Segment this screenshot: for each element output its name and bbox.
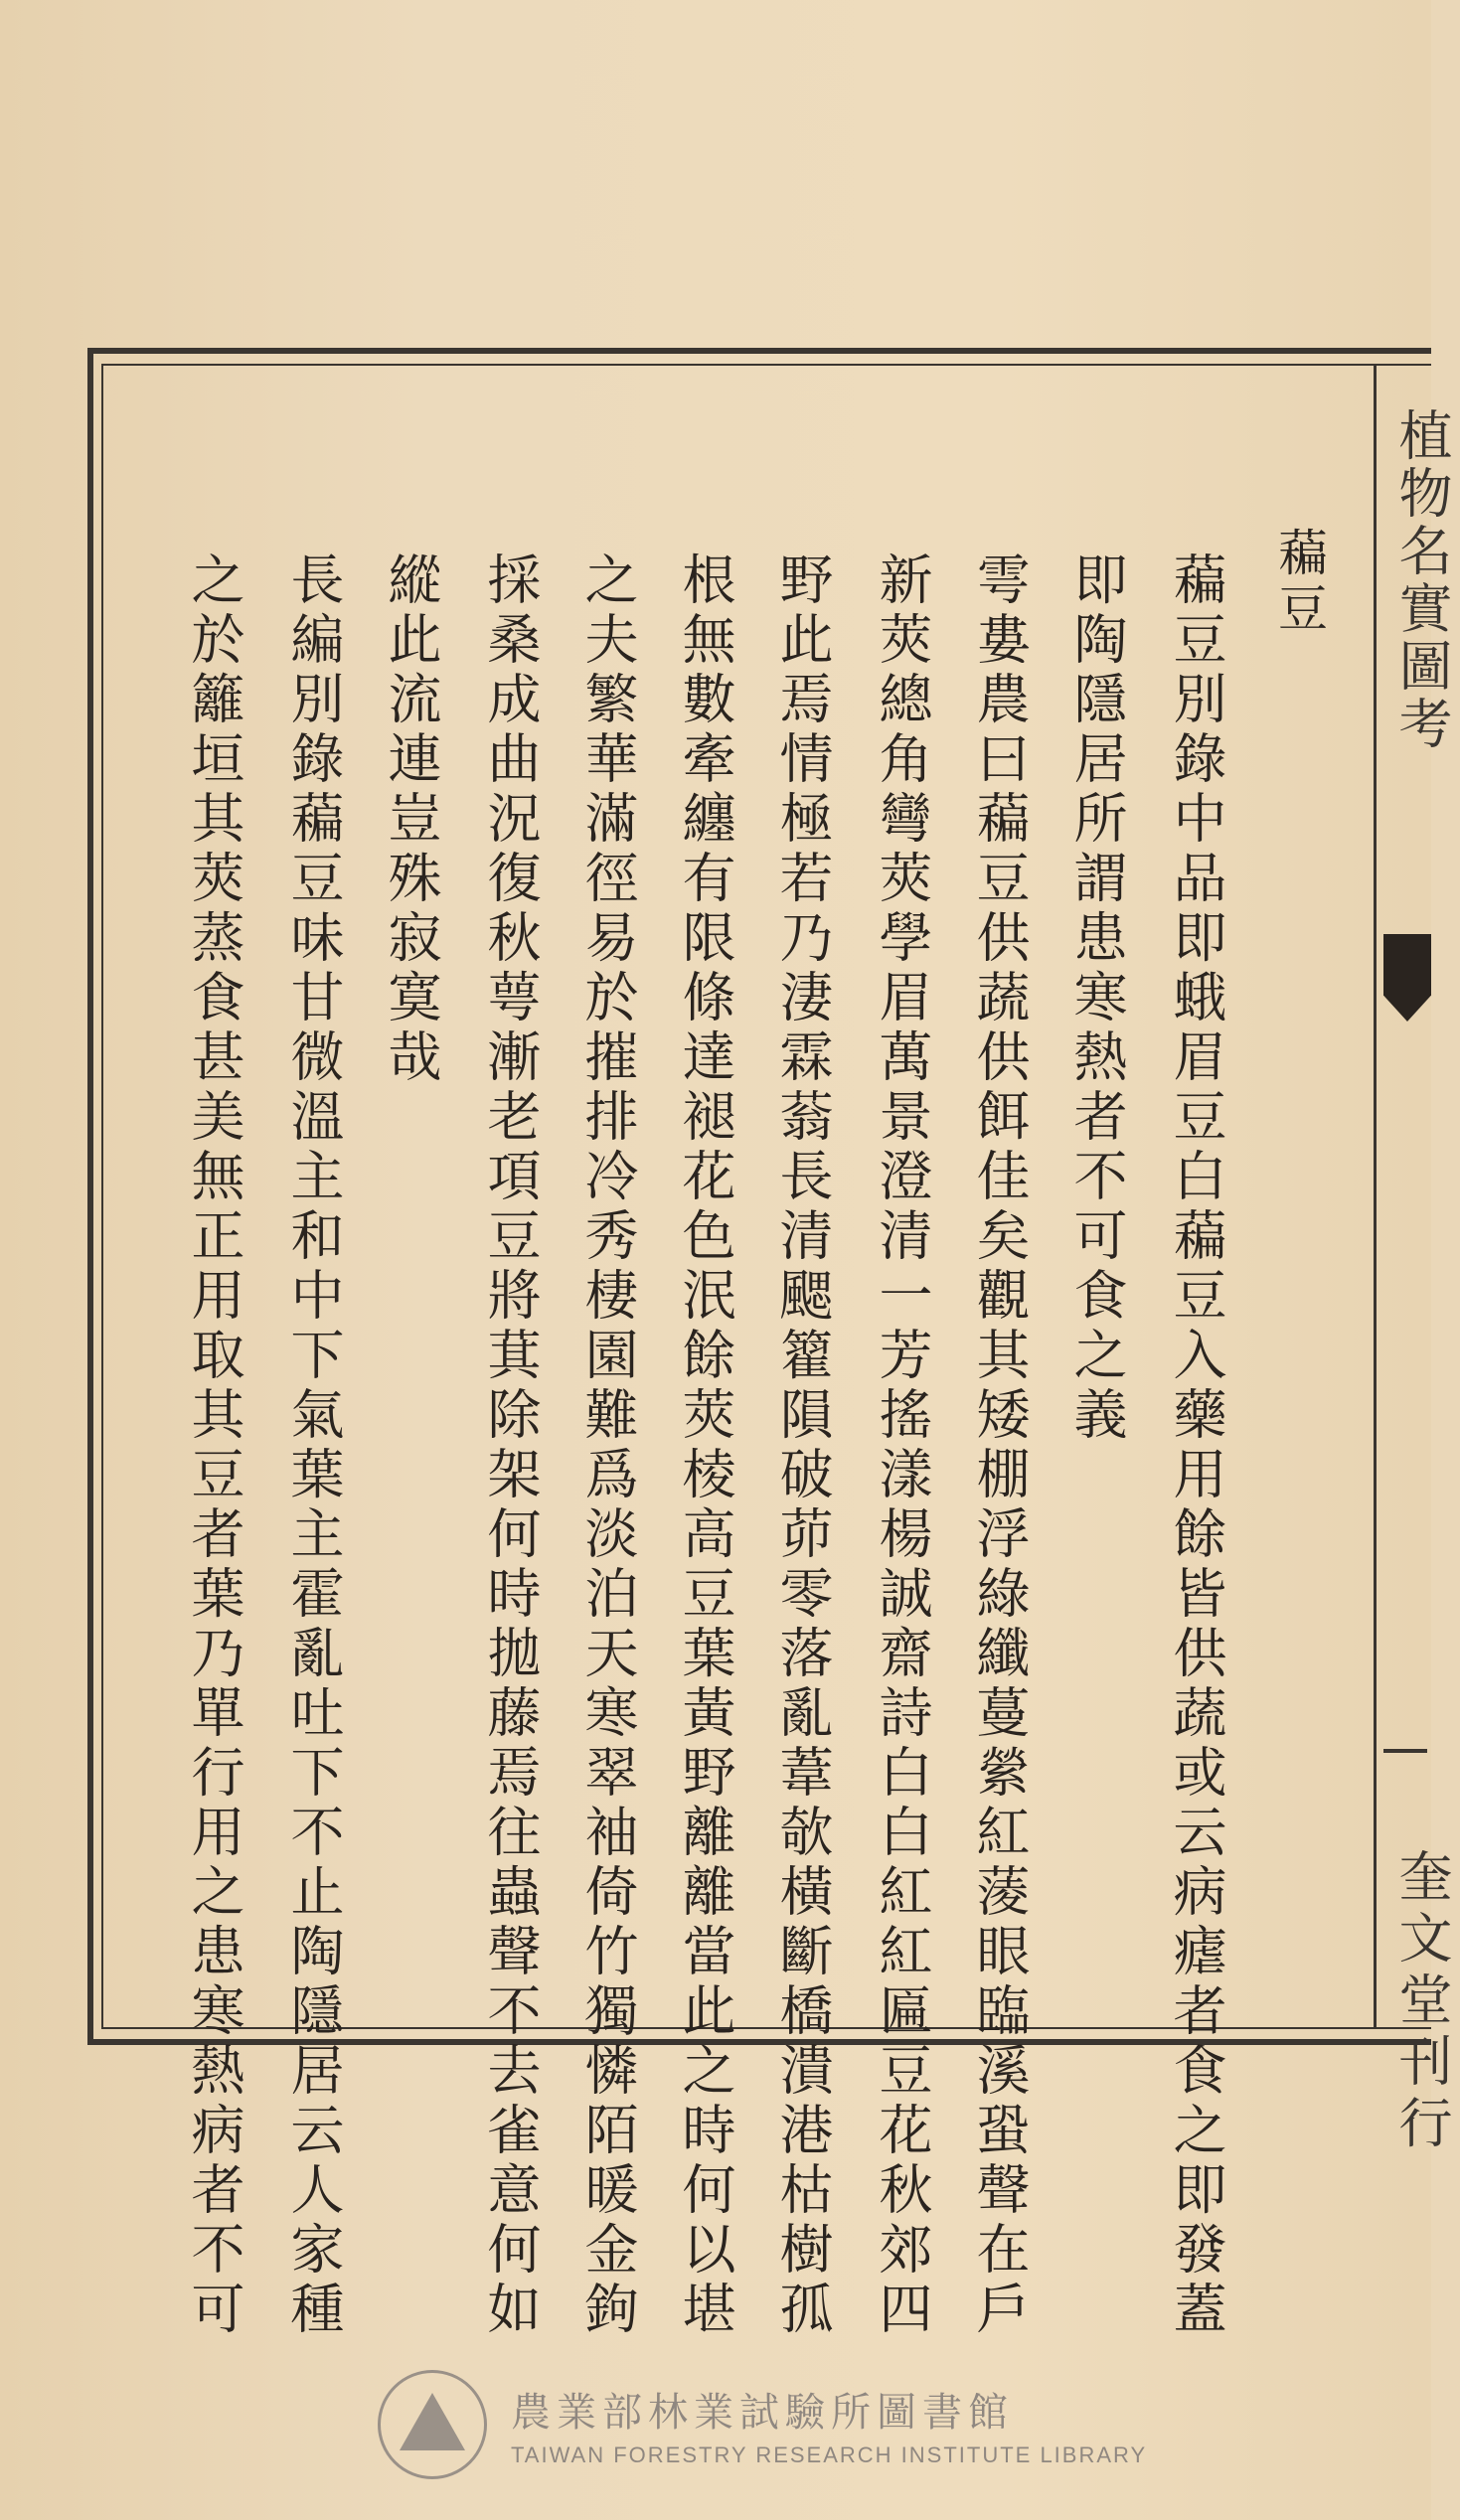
- library-name-en: TAIWAN FORESTRY RESEARCH INSTITUTE LIBRARY: [511, 2442, 1148, 2467]
- text-column-1: 藊豆別錄中品即蛾眉豆白藊豆入藥用餘皆供蔬或云病瘧者食之即發蓋: [1165, 551, 1227, 2340]
- center-fold-divider: [1374, 364, 1377, 2029]
- text-column-6: 根無數牽纏有限條達褪花色泯餘莢棱高豆葉黃野離離當此之時何以堪: [674, 551, 736, 2340]
- text-column-2: 即陶隱居所謂患寒熱者不可食之義: [1065, 551, 1128, 1446]
- text-column-11: 之於籬垣其莢蒸食甚美無正用取其豆者葉乃單行用之患寒熱病者不可: [183, 551, 245, 2340]
- text-column-10: 長編別錄藊豆味甘微溫主和中下氣葉主霍亂吐下不止陶隱居云人家種: [282, 551, 345, 2340]
- publisher-mark: 奎文堂刊行: [1390, 1848, 1453, 2156]
- text-column-9: 縱此流連豈殊寂寞哉: [380, 551, 442, 1088]
- entry-heading: 藊豆: [1270, 527, 1328, 638]
- text-column-8: 採桑成曲況復秋萼漸老項豆將萁除架何時拋藤焉往蟲聲不去雀意何如: [479, 551, 542, 2340]
- book-title: 植物名實圖考: [1390, 407, 1453, 753]
- text-column-7: 之夫繁華滿徑易於摧排冷秀棲園難爲淡泊天寒翠袖倚竹獨憐陌暖金鉤: [576, 551, 639, 2340]
- page-number-dash: [1383, 1749, 1427, 1753]
- text-column-3: 雩婁農曰藊豆供蔬供餌佳矣觀其矮棚浮綠纖蔓縈紅蔆眼臨溪蛩聲在戶: [968, 551, 1031, 2340]
- text-column-4: 新莢總角彎莢學眉萬景澄清一芳搖漾楊誠齋詩白白紅紅匾豆花秋郊四: [871, 551, 933, 2340]
- text-column-5: 野此焉情極若乃淒霖蓊長清颸籊隕破茆零落亂葦欹橫斷橋潰港枯樹孤: [771, 551, 834, 2340]
- library-name-cn: 農業部林業試驗所圖書館: [511, 2390, 1014, 2436]
